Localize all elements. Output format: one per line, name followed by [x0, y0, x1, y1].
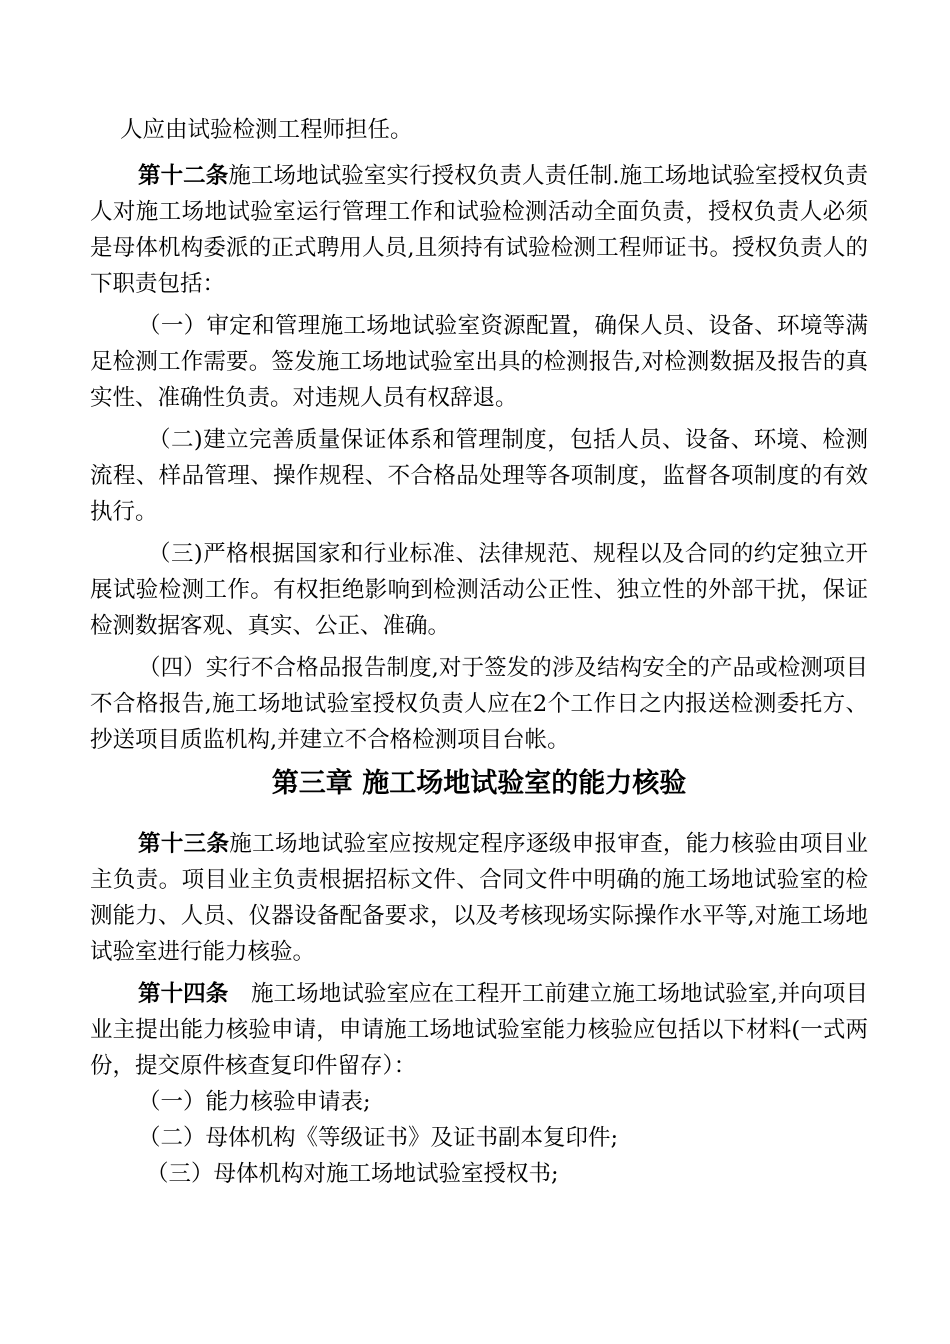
article-12-text: 施工场地试验室实行授权负责人责任制.施工场地试验室授权负责人对施工场地试验室运行管理工作和试验检测活动全面负责，授权负责人必须是母体机构委派的正式聘用人员,且须持有试验检测工程师证书。授权负责人的下职责包括： [90, 163, 868, 297]
article-13-title: 第十三条 [138, 831, 230, 857]
article-12-item-1: （一）审定和管理施工场地试验室资源配置，确保人员、设备、环境等满足检测工作需要。签发施工场地试验室出具的检测报告,对检测数据及报告的真实性、准确性负责。对违规人员有权辞退。 [90, 313, 868, 411]
chapter-3-heading: 第三章 施工场地试验室的能力核验 [271, 768, 687, 799]
article-12-item-4: （四）实行不合格品报告制度,对于签发的涉及结构安全的产品或检测项目不合格报告,施工场地试验室授权负责人应在2个工作日之内报送检测委托方、抄送项目质监机构,并建立不合格检测项目台帐。 [90, 655, 868, 753]
article-14 [90, 976, 868, 1084]
article-12-title: 第十二条 [138, 163, 229, 189]
article-14-item-3: （三）母体机构对施工场地试验室授权书; [146, 1161, 559, 1187]
article-13 [90, 826, 868, 970]
document-page [90, 112, 868, 1192]
paragraph-continuation: 人应由试验检测工程师担任。 [120, 117, 413, 143]
article-14-item-2: （二）母体机构《等级证书》及证书副本复印件; [138, 1125, 619, 1151]
article-13-text: 施工场地试验室应按规定程序逐级申报审查，能力核验由项目业主负责。项目业主负责根据招标文件、合同文件中明确的施工场地试验室的检测能力、人员、仪器设备配备要求，以及考核现场实际操作水平等,对施工场地试验室进行能力核验。 [90, 831, 868, 965]
article-14-title: 第十四条 [138, 981, 229, 1007]
article-14-item-1: （一）能力核验申请表; [138, 1089, 371, 1115]
article-12 [90, 158, 868, 302]
article-12-item-2: （二)建立完善质量保证体系和管理制度，包括人员、设备、环境、检测流程、样品管理、操作规程、不合格品处理等各项制度，监督各项制度的有效执行。 [90, 427, 868, 525]
article-12-item-3: （三)严格根据国家和行业标准、法律规范、规程以及合同的约定独立开展试验检测工作。有权拒绝影响到检测活动公正性、独立性的外部干扰，保证检测数据客观、真实、公正、准确。 [90, 541, 868, 639]
article-14-text: 施工场地试验室应在工程开工前建立施工场地试验室,并向项目业主提出能力核验申请，申请施工场地试验室能力核验应包括以下材料(一式两份，提交原件核查复印件留存）： [90, 981, 868, 1079]
